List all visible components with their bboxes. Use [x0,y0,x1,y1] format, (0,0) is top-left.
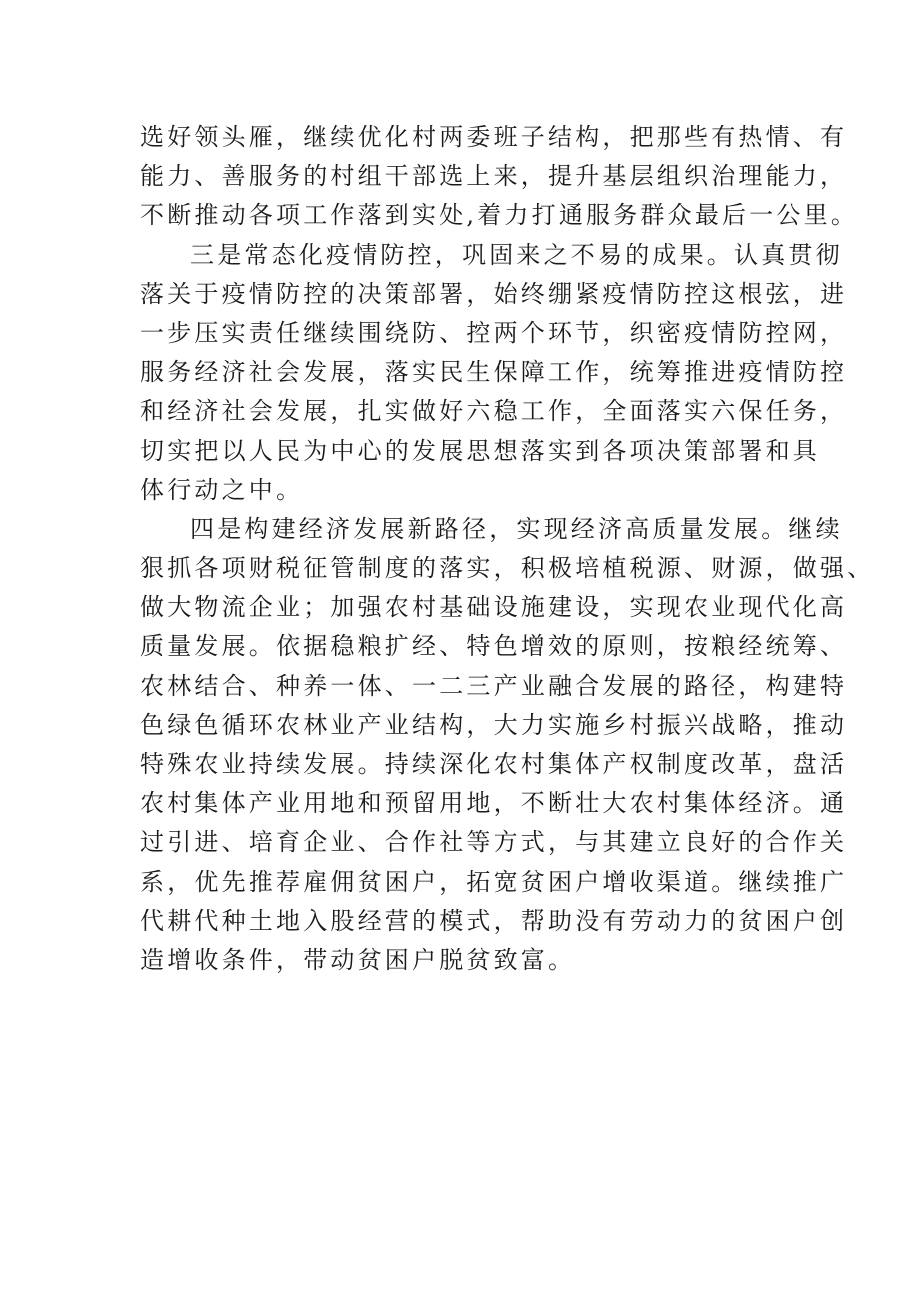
text-line: 色绿色循环农林业产业结构，大力实施乡村振兴战略，推动 [140,710,848,739]
text-line: 能力、善服务的村组干部选上来，提升基层组织治理能力， [140,162,848,191]
text-line: 服务经济社会发展，落实民生保障工作，统筹推进疫情防控 [140,358,848,387]
text-line: 狠抓各项财税征管制度的落实，积极培植税源、财源，做强、 [140,554,875,583]
paragraph-3 [140,510,875,980]
text-line: 四是构建经济发展新路径，实现经济高质量发展。继续 [190,514,843,543]
text-line: 过引进、培育企业、合作社等方式，与其建立良好的合作关 [140,828,848,857]
text-line: 造增收条件，带动贫困户脱贫致富。 [140,945,576,974]
text-line: 农村集体产业用地和预留用地，不断壮大农村集体经济。通 [140,789,848,818]
text-line: 代耕代种土地入股经营的模式，帮助没有劳动力的贫困户创 [140,906,848,935]
text-line: 做大物流企业；加强农村基础设施建设，实现农业现代化高 [140,593,848,622]
text-line: 落关于疫情防控的决策部署，始终绷紧疫情防控这根弦，进 [140,279,848,308]
paragraph-2 [140,236,848,510]
text-line: 和经济社会发展，扎实做好六稳工作，全面落实六保任务， [140,397,848,426]
text-line: 特殊农业持续发展。持续深化农村集体产权制度改革，盘活 [140,750,848,778]
text-line: 一步压实责任继续围绕防、控两个环节，织密疫情防控网， [140,318,848,347]
text-line: 选好领头雁，继续优化村两委班子结构，把那些有热情、有 [140,123,848,151]
text-line: 切实把以人民为中心的发展思想落实到各项决策部署和具 [140,436,820,465]
text-line: 体行动之中。 [140,475,304,504]
text-line: 农林结合、种养一体、一二三产业融合发展的路径，构建特 [140,671,848,700]
text-line: 质量发展。依据稳粮扩经、特色增效的原则，按粮经统筹、 [140,632,848,661]
paragraph-1 [140,118,859,236]
text-line: 不断推动各项工作落到实处,着力打通服务群众最后一公里。 [140,201,859,230]
text-line: 三是常态化疫情防控，巩固来之不易的成果。认真贯彻 [190,240,843,269]
document-body [140,118,875,980]
text-line: 系，优先推荐雇佣贫困户，拓宽贫困户增收渠道。继续推广 [140,867,848,896]
